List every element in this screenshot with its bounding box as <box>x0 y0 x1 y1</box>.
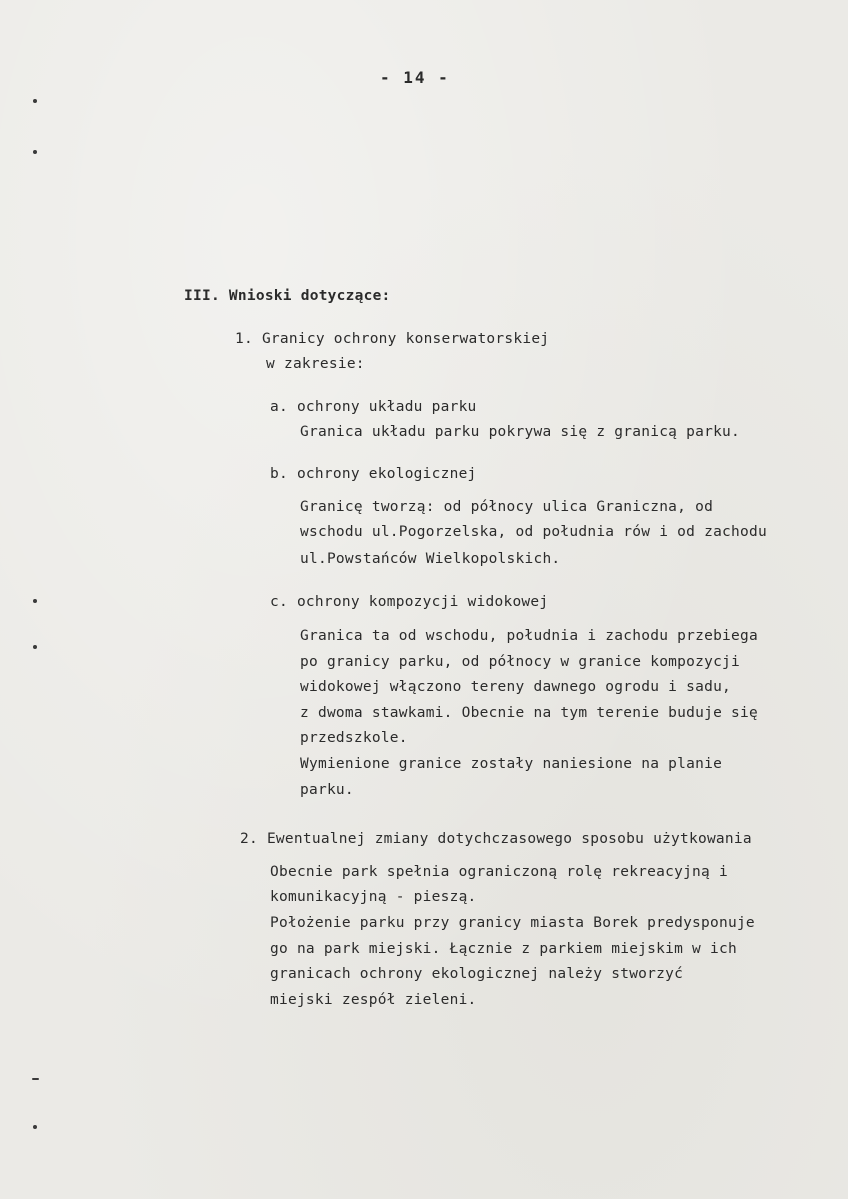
margin-mark <box>33 99 37 103</box>
item2-text-line: miejski zespół zieleni. <box>270 992 477 1008</box>
item1-title: 1. Granicy ochrony konserwatorskiej <box>235 331 550 347</box>
subitem-c-text-line: parku. <box>300 782 354 798</box>
item2-text-line: granicach ochrony ekologicznej należy stworzyć <box>270 966 684 982</box>
subitem-c-title: c. ochrony kompozycji widokowej <box>270 594 549 610</box>
item2-text-line: Obecnie park spełnia ograniczoną rolę rekreacyjną i <box>270 864 728 880</box>
section-heading: III. Wnioski dotyczące: <box>184 288 391 304</box>
item2-text-line: Położenie parku przy granicy miasta Borek predysponuje <box>270 915 755 931</box>
subitem-c-text-line: przedszkole. <box>300 730 408 746</box>
subitem-b-text-line: ul.Powstańców Wielkopolskich. <box>300 551 561 567</box>
item2-title: 2. Ewentualnej zmiany dotychczasowego sposobu użytkowania <box>240 831 752 847</box>
margin-mark <box>33 1125 37 1129</box>
item2-text-line: go na park miejski. Łącznie z parkiem miejskim w ich <box>270 941 737 957</box>
subitem-b-text-line: wschodu ul.Pogorzelska, od południa rów i od zachodu <box>300 524 767 540</box>
subitem-c-text-line: z dwoma stawkami. Obecnie na tym terenie buduje się <box>300 705 758 721</box>
subitem-b-title: b. ochrony ekologicznej <box>270 466 477 482</box>
subitem-c-text-line: Wymienione granice zostały naniesione na planie <box>300 756 723 772</box>
item2-text-line: komunikacyjną - pieszą. <box>270 889 477 905</box>
subitem-b-text-line: Granicę tworzą: od północy ulica Graniczna, od <box>300 499 714 515</box>
page-number: - 14 - <box>380 68 450 87</box>
margin-mark <box>33 150 37 154</box>
subitem-c-text-line: Granica ta od wschodu, południa i zachodu przebiega <box>300 628 758 644</box>
margin-mark <box>32 1078 39 1080</box>
margin-mark <box>33 599 37 603</box>
margin-mark <box>33 645 37 649</box>
subitem-a-text: Granica układu parku pokrywa się z granicą parku. <box>300 424 741 440</box>
subitem-a-title: a. ochrony układu parku <box>270 399 477 415</box>
subitem-c-text-line: po granicy parku, od północy w granice kompozycji <box>300 654 741 670</box>
subitem-c-text-line: widokowej włączono tereny dawnego ogrodu i sadu, <box>300 679 732 695</box>
item1-title-continued: w zakresie: <box>266 356 365 372</box>
